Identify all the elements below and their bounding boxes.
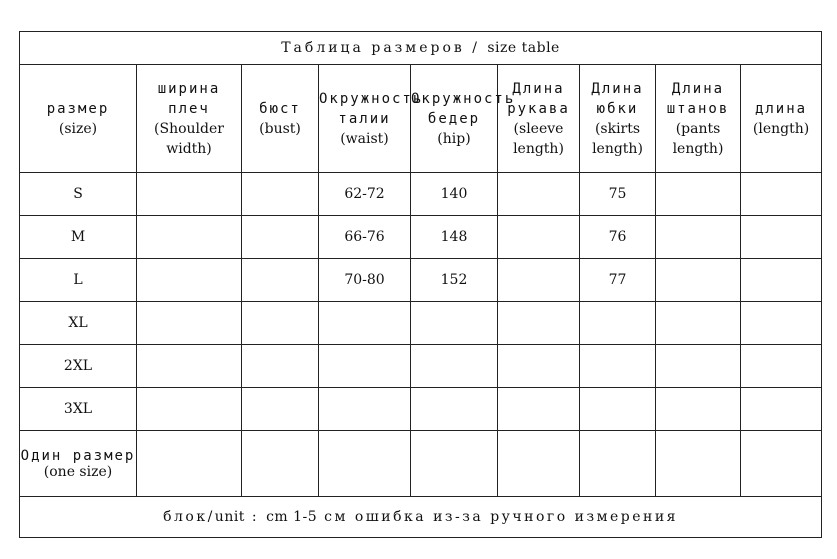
header-skirt: Длина юбки (skirts length) (580, 65, 656, 173)
cell-waist: 62-72 (319, 173, 411, 216)
table-title (20, 32, 822, 65)
cell-empty (137, 431, 242, 497)
header-sleeve: Длина рукава (sleeve length) (498, 65, 580, 173)
cell-bust (242, 302, 319, 345)
cell-shoulder (137, 173, 242, 216)
footer-error-note: см ошибка из-за ручного измерения (317, 509, 679, 525)
cell-empty (319, 431, 411, 497)
cell-waist: 70-80 (319, 259, 411, 302)
cell-hip (411, 302, 498, 345)
cell-size: XL (20, 302, 137, 345)
table-row (20, 388, 822, 431)
cell-length (741, 302, 822, 345)
cell-length (741, 216, 822, 259)
cell-sleeve (498, 216, 580, 259)
cell-bust (242, 173, 319, 216)
footer-unit-en: unit (214, 509, 245, 525)
footer-unit-sep: / (207, 509, 215, 525)
cell-length (741, 388, 822, 431)
footer-value: cm 1-5 (266, 509, 318, 525)
table-row (20, 259, 822, 302)
cell-skirt (580, 302, 656, 345)
cell-skirt (580, 388, 656, 431)
cell-hip: 148 (411, 216, 498, 259)
header-shoulder: ширина плеч (Shoulder width) (137, 65, 242, 173)
cell-sleeve (498, 388, 580, 431)
cell-size-one-size: Один размер (one size) (20, 431, 137, 497)
cell-pants (656, 173, 741, 216)
cell-sleeve (498, 345, 580, 388)
header-waist: Окружность талии (waist) (319, 65, 411, 173)
header-hip: Окружность бедер (hip) (411, 65, 498, 173)
title-row (20, 32, 822, 65)
footer-unit-ru: блок (163, 509, 208, 525)
cell-waist (319, 302, 411, 345)
cell-bust (242, 388, 319, 431)
header-row (20, 65, 822, 173)
cell-length (741, 345, 822, 388)
size-table (19, 31, 822, 538)
cell-waist (319, 345, 411, 388)
cell-skirt: 76 (580, 216, 656, 259)
cell-pants (656, 345, 741, 388)
cell-skirt: 75 (580, 173, 656, 216)
cell-empty (741, 431, 822, 497)
cell-shoulder (137, 259, 242, 302)
cell-size: L (20, 259, 137, 302)
cell-sleeve (498, 173, 580, 216)
cell-bust (242, 216, 319, 259)
cell-hip (411, 345, 498, 388)
footer-note (20, 497, 822, 538)
title-ru: Таблица размеров (281, 40, 465, 56)
title-en: size table (487, 40, 560, 56)
cell-skirt: 77 (580, 259, 656, 302)
cell-hip (411, 388, 498, 431)
cell-skirt (580, 345, 656, 388)
cell-hip: 152 (411, 259, 498, 302)
cell-waist: 66-76 (319, 216, 411, 259)
header-length: длина (length) (741, 65, 822, 173)
cell-size: M (20, 216, 137, 259)
table-row (20, 345, 822, 388)
cell-shoulder (137, 302, 242, 345)
cell-pants (656, 259, 741, 302)
cell-shoulder (137, 345, 242, 388)
title-separator: / (464, 40, 488, 56)
cell-empty (656, 431, 741, 497)
table-row (20, 216, 822, 259)
cell-pants (656, 216, 741, 259)
cell-size: 2XL (20, 345, 137, 388)
cell-length (741, 259, 822, 302)
header-size: размер (size) (20, 65, 137, 173)
cell-waist (319, 388, 411, 431)
cell-pants (656, 302, 741, 345)
cell-empty (242, 431, 319, 497)
cell-empty (580, 431, 656, 497)
cell-sleeve (498, 302, 580, 345)
cell-size: S (20, 173, 137, 216)
table-row-one-size (20, 431, 822, 497)
cell-hip: 140 (411, 173, 498, 216)
footer-row (20, 497, 822, 538)
header-pants: Длина штанов (pants length) (656, 65, 741, 173)
cell-shoulder (137, 216, 242, 259)
table-row (20, 302, 822, 345)
cell-pants (656, 388, 741, 431)
cell-sleeve (498, 259, 580, 302)
cell-bust (242, 345, 319, 388)
footer-colon: : (244, 509, 267, 525)
cell-length (741, 173, 822, 216)
header-bust: бюст (bust) (242, 65, 319, 173)
table-row (20, 173, 822, 216)
cell-bust (242, 259, 319, 302)
cell-shoulder (137, 388, 242, 431)
cell-size: 3XL (20, 388, 137, 431)
cell-empty (498, 431, 580, 497)
cell-empty (411, 431, 498, 497)
